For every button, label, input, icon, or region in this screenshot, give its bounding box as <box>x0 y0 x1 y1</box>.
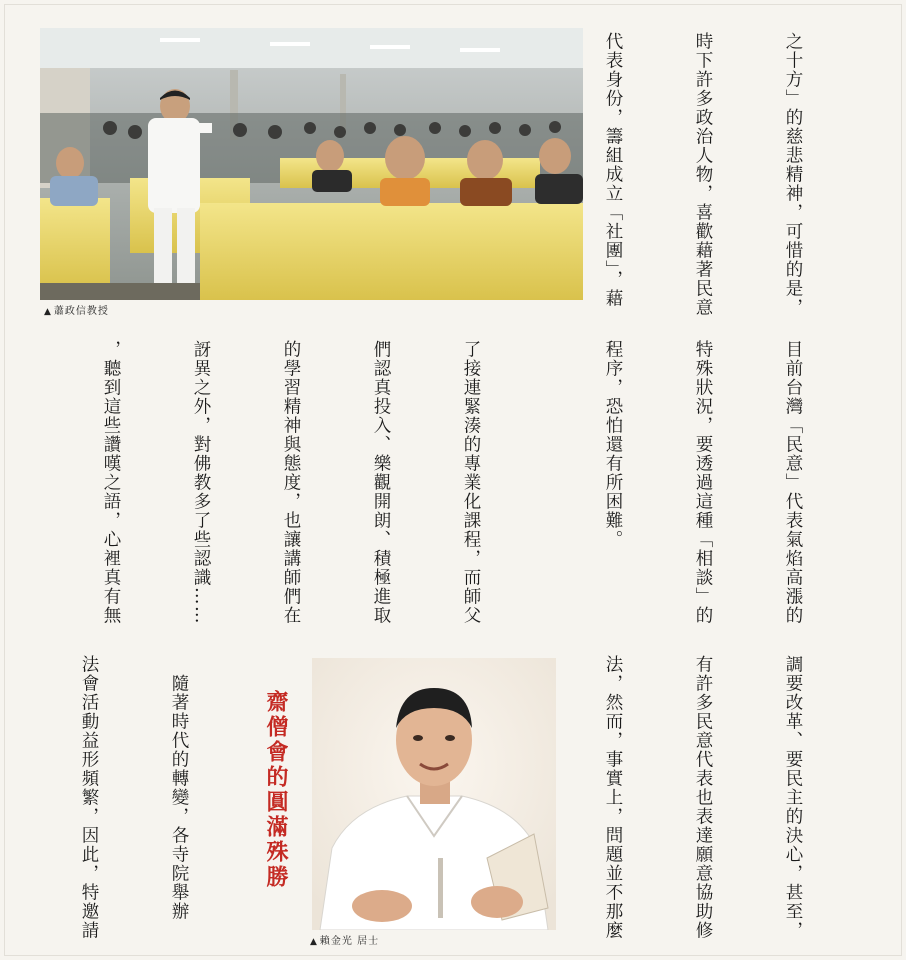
text-column: 們認真投入、樂觀開朗、積極進取 <box>371 340 391 625</box>
text-column: 有許多民意代表也表達願意協助修 <box>693 655 713 940</box>
text-block-bottom-left <box>36 655 254 953</box>
caption-top <box>44 302 109 317</box>
speaker-photo <box>312 658 556 930</box>
text-column: 特殊狀況，要透過這種「相談」的 <box>693 340 713 625</box>
text-block-middle-right <box>538 340 868 638</box>
text-block-bottom-right <box>568 655 868 953</box>
classroom-illustration <box>40 28 583 300</box>
text-block-middle-left <box>36 340 546 638</box>
text-column: 之十方」的慈悲精神，可惜的是， <box>783 32 803 317</box>
text-column: 時下許多政治人物，喜歡藉著民意 <box>693 32 713 317</box>
text-column: 訝異之外，對佛教多了些認識…… <box>191 340 211 625</box>
caption-bottom-text: 賴金光 居士 <box>319 936 380 947</box>
caption-bottom <box>310 932 379 947</box>
text-column: ，聽到這些讚嘆之語，心裡真有無 <box>101 340 121 625</box>
text-column: 的學習精神與態度，也讓講師們在 <box>281 340 301 625</box>
caption-top-text: 蕭政信教授 <box>53 306 109 317</box>
text-column: 調要改革、要民主的決心，甚至， <box>783 655 803 940</box>
speaker-illustration <box>312 658 556 930</box>
section-heading: 齋僧會的圓滿殊勝 <box>263 690 288 890</box>
text-column: 目前台灣「民意」代表氣焰高漲的 <box>783 340 803 625</box>
text-column: 程序，恐怕還有所困難。 <box>603 340 623 549</box>
text-block-top-right <box>596 32 868 328</box>
text-column: 隨著時代的轉變，各寺院舉辦 <box>169 655 189 921</box>
caption-marker-icon: ▲ <box>44 307 52 317</box>
text-column: 法，然而，事實上，問題並不那麼 <box>603 655 623 940</box>
caption-marker-icon: ▲ <box>310 937 318 947</box>
classroom-photo <box>40 28 583 300</box>
text-column: 代表身份，籌組成立「社團」，藉 <box>603 32 623 309</box>
text-column: 了接連緊湊的專業化課程，而師父 <box>461 340 481 625</box>
text-column: 法會活動益形頻繁，因此，特邀請 <box>79 655 99 940</box>
